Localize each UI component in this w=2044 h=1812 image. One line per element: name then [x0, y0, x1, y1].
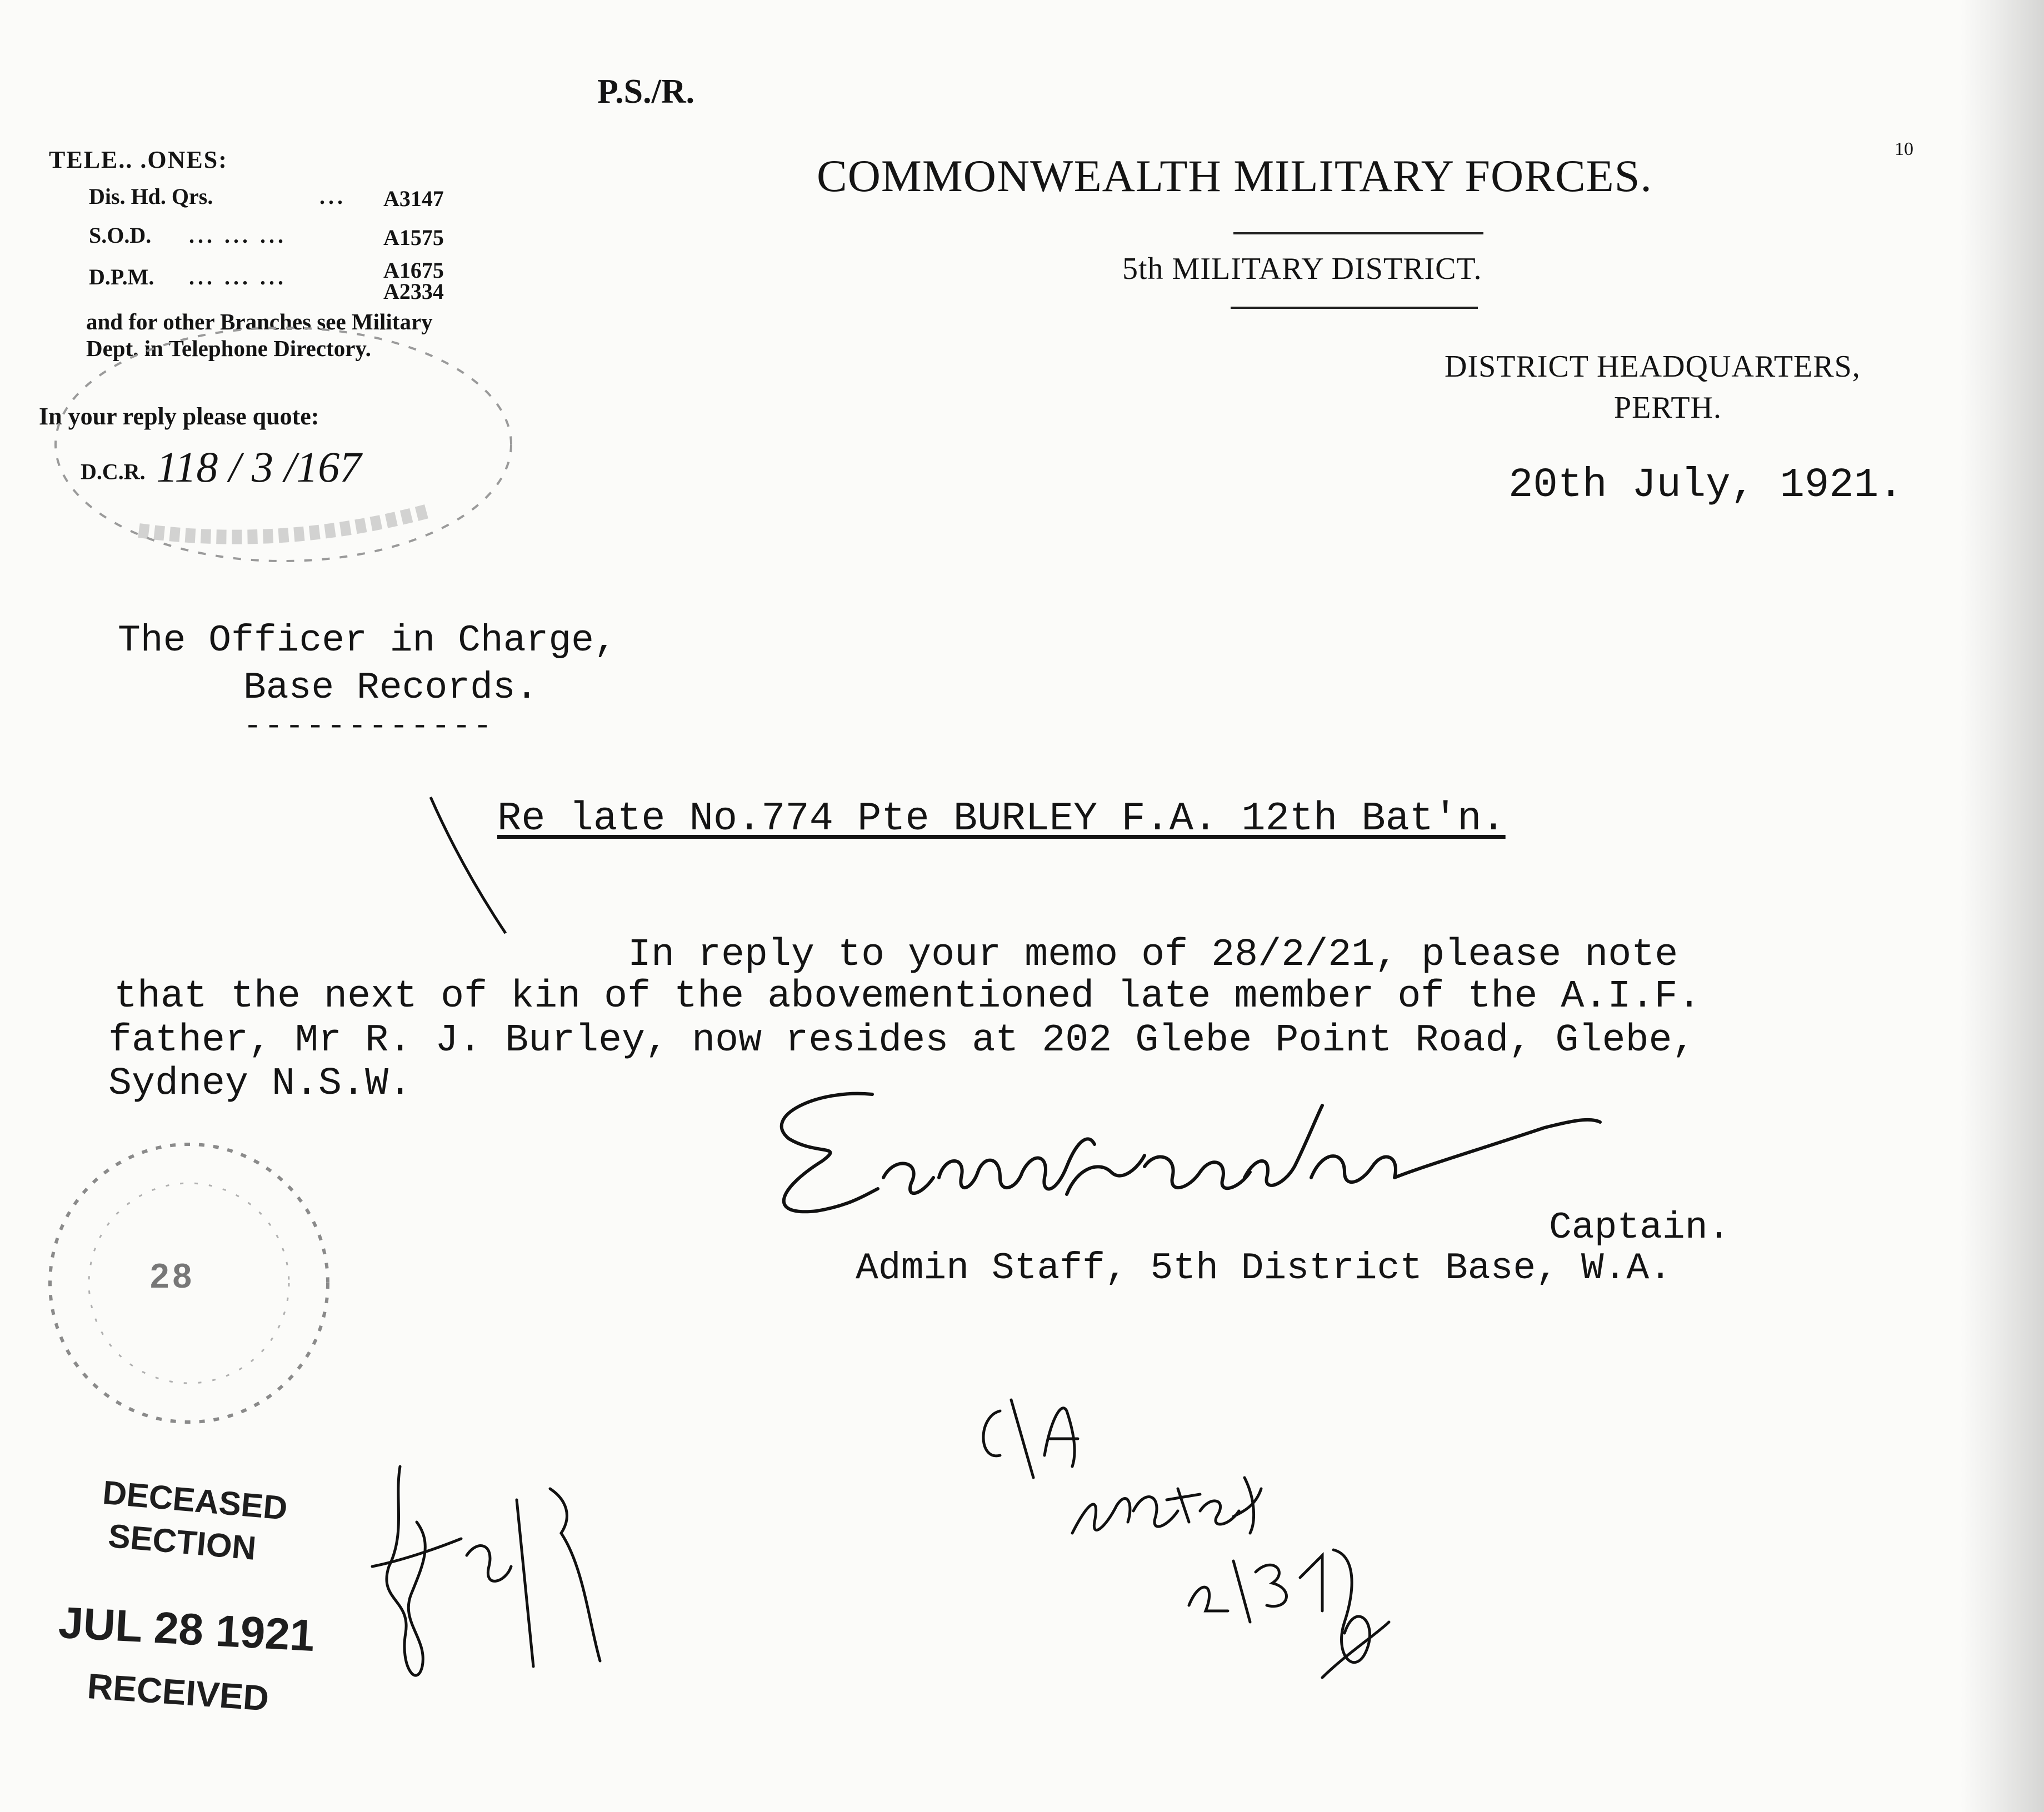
headquarters-line: DISTRICT HEADQUARTERS, — [1445, 349, 1861, 384]
telephone-row — [89, 222, 489, 250]
body-line: Sydney N.S.W. — [108, 1062, 412, 1106]
circular-stamp-date: 28 — [150, 1257, 195, 1295]
deceased-stamp-line: SECTION — [107, 1516, 258, 1567]
telephones-note: and for other Branches see Military Dept. in Telephone Directory. — [86, 309, 433, 361]
telephone-name: S.O.D. — [89, 223, 152, 248]
body-line: that the next of kin of the abovementioned late member of the A.I.F. — [114, 975, 1701, 1019]
telephone-number: A2334 — [383, 279, 444, 304]
reply-quote-label: In your reply please quote: — [39, 403, 319, 430]
subject-line: Re late No.774 Pte BURLEY F.A. 12th Bat'n. — [497, 796, 1506, 842]
please-quote-oval-stamp — [44, 311, 522, 572]
file-reference: P.S./R. — [597, 73, 695, 111]
header-rule — [1231, 307, 1478, 309]
telephone-row — [89, 183, 489, 211]
deceased-stamp-date: JUL 28 1921 — [57, 1597, 316, 1661]
scan-edge-shadow — [1961, 0, 2044, 1812]
signatory-staff: Admin Staff, 5th District Base, W.A. — [856, 1247, 1672, 1290]
district-title: 5th MILITARY DISTRICT. — [1122, 252, 1482, 286]
telephone-name: D.P.M. — [89, 264, 154, 289]
reference-value: 118 / 3 /167 — [156, 443, 362, 491]
handwritten-noted-annotation — [967, 1389, 1400, 1700]
telephone-dots: ... ... ... — [189, 264, 287, 289]
deceased-stamp-received: RECEIVED — [86, 1665, 271, 1719]
page-number: 10 — [1895, 139, 1913, 159]
handwritten-signature — [756, 1083, 1611, 1228]
telephone-number: A1575 — [383, 225, 444, 250]
signatory-rank: Captain. — [1549, 1207, 1731, 1249]
telephone-name: Dis. Hd. Qrs. — [89, 184, 213, 209]
addressee-rule: ------------ — [243, 708, 494, 744]
addressee-line: Base Records. — [243, 667, 538, 709]
reference-label: D.C.R. — [81, 459, 146, 484]
telephone-dots: ... — [319, 184, 346, 209]
body-line: In reply to your memo of 28/2/21, please note — [628, 933, 1678, 977]
letter-date: 20th July, 1921. — [1508, 462, 1903, 509]
headquarters-city: PERTH. — [1614, 391, 1722, 425]
body-line: father, Mr R. J. Burley, now resides at 202 Glebe Point Road, Glebe, — [108, 1019, 1696, 1063]
telephone-number: A1675 — [383, 258, 444, 283]
handwritten-initials — [367, 1455, 656, 1700]
organisation-title: COMMONWEALTH MILITARY FORCES. — [817, 151, 1652, 201]
telephone-dots: ... ... ... — [189, 223, 287, 248]
telephone-number: A3147 — [383, 186, 444, 211]
addressee-line: The Officer in Charge, — [118, 619, 617, 662]
telephones-title: TELE.. .ONES: — [49, 146, 228, 173]
deceased-stamp-line: DECEASED — [101, 1473, 289, 1527]
header-rule — [1233, 232, 1483, 234]
telephone-row — [89, 258, 489, 304]
